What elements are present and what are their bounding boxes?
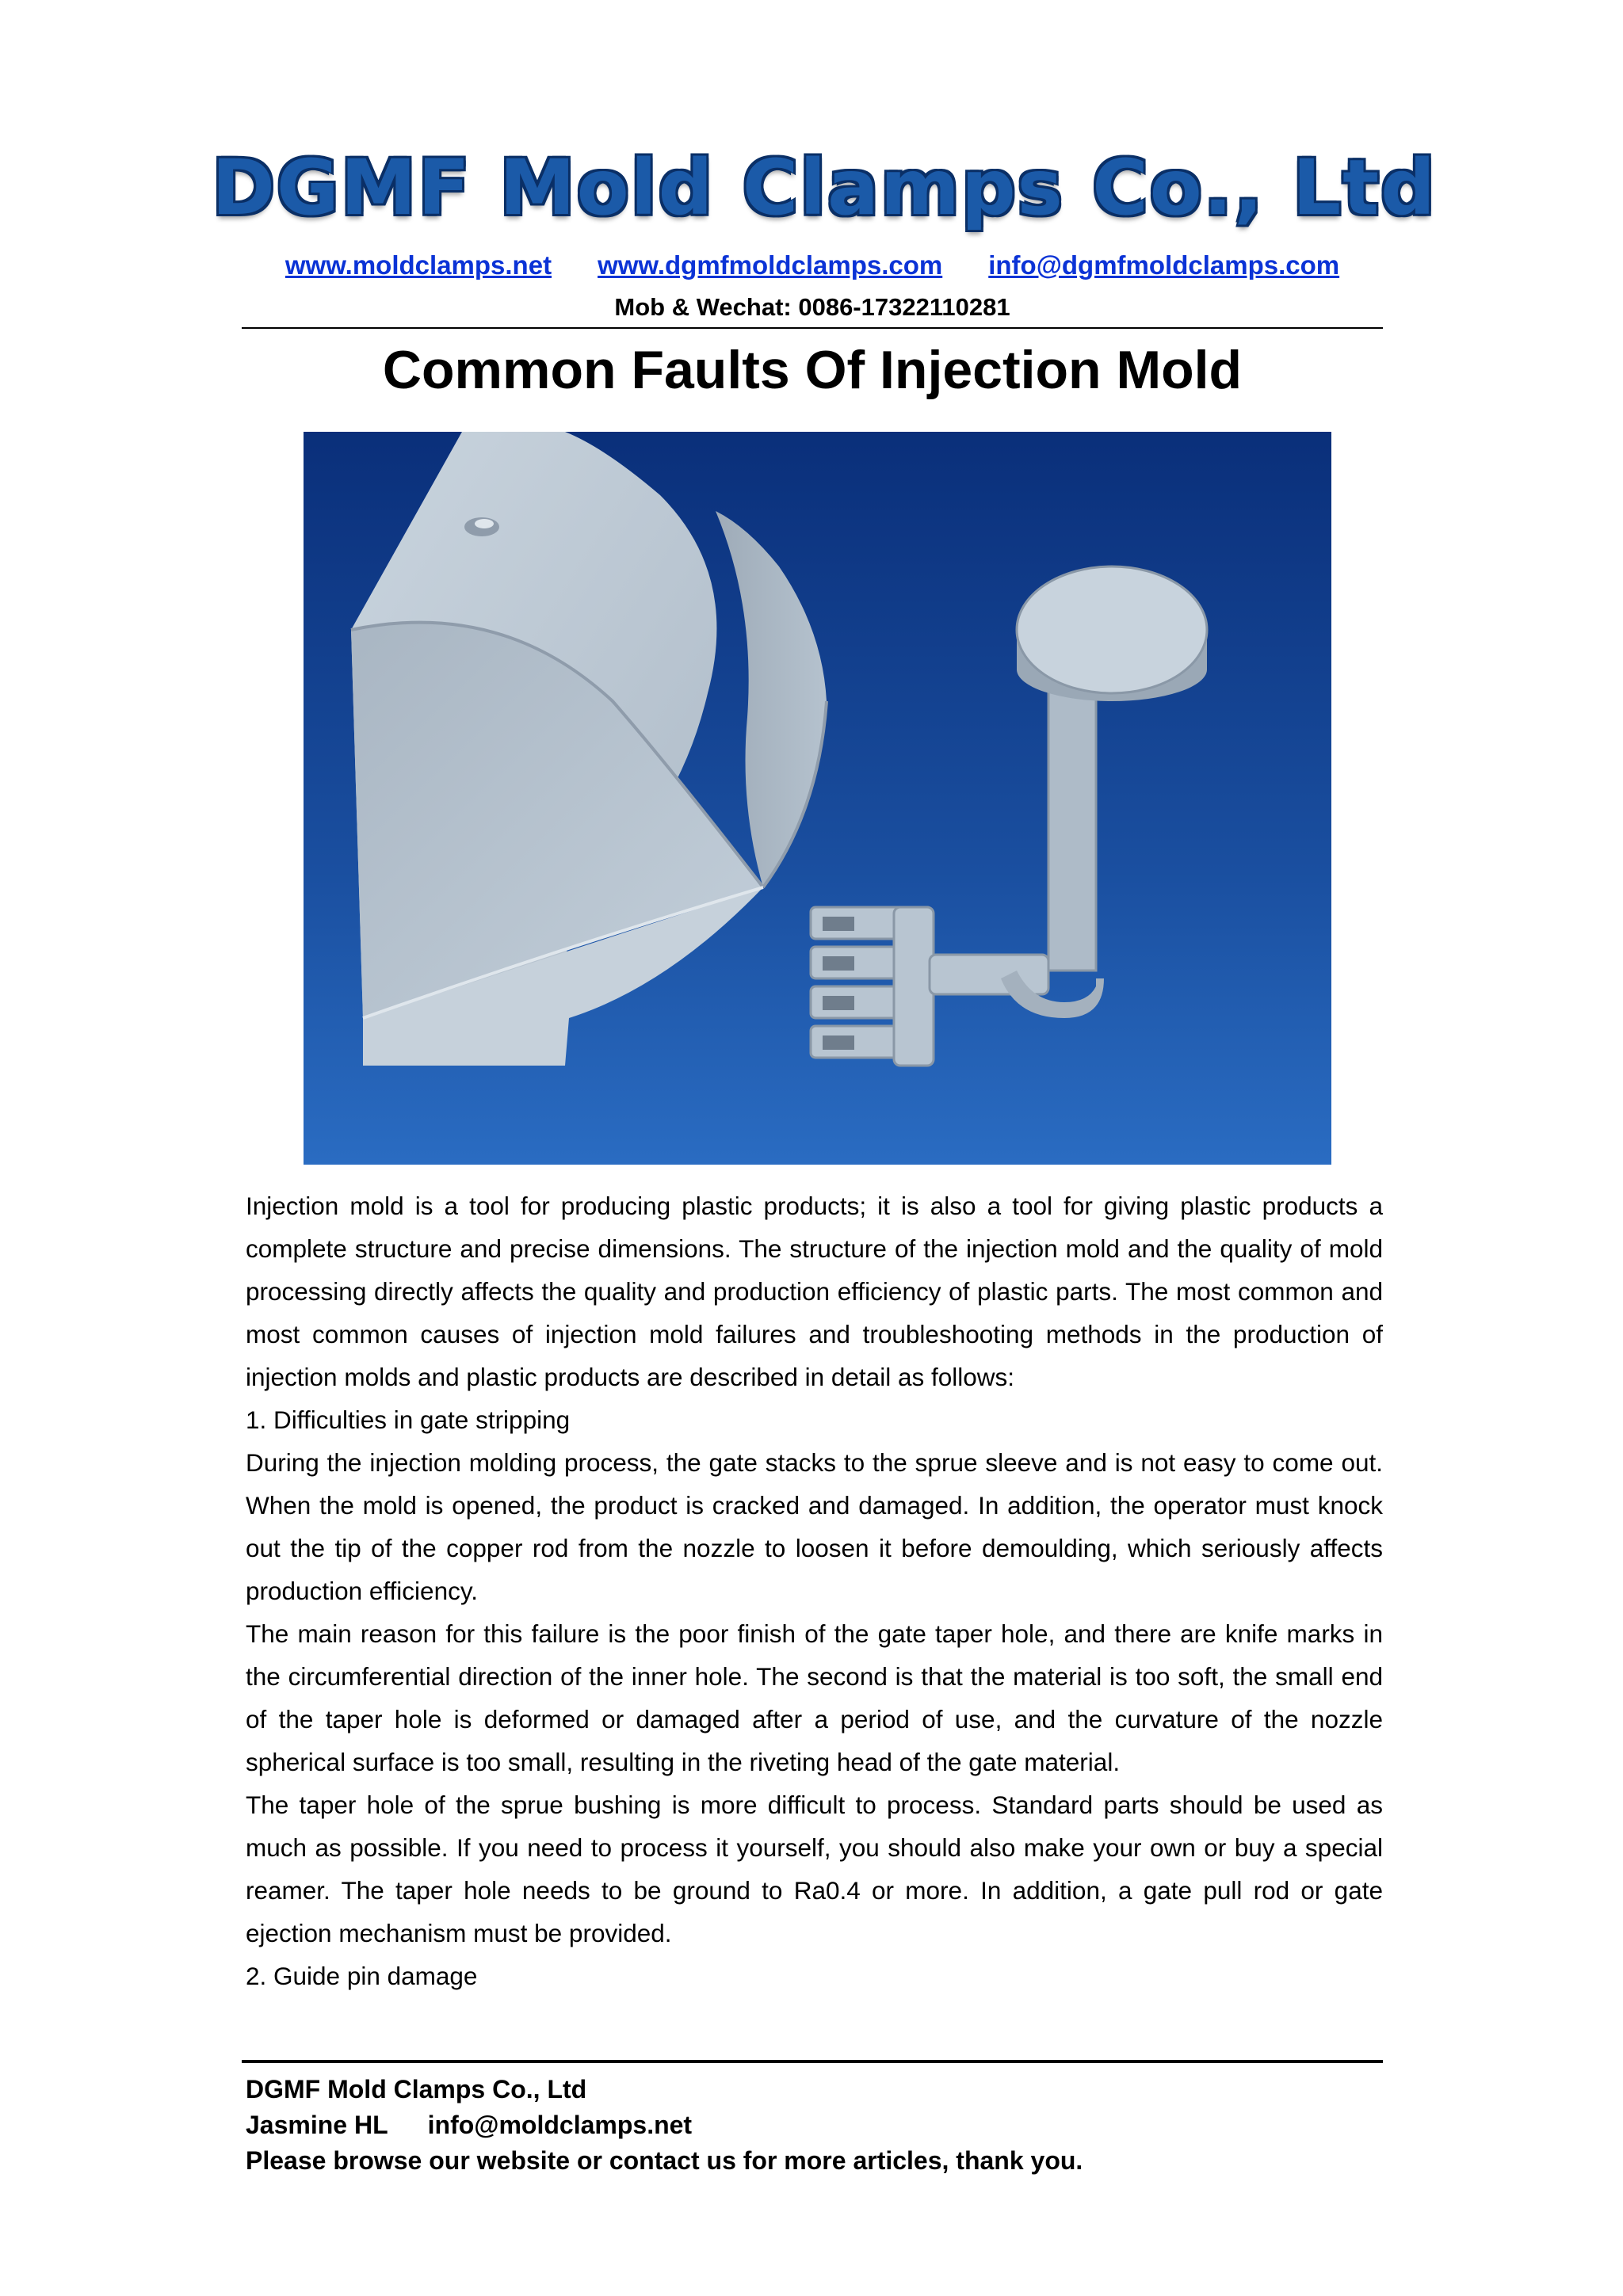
header-links xyxy=(242,250,1383,280)
link-email[interactable]: info@dgmfmoldclamps.com xyxy=(988,250,1340,280)
paragraph-solution: The taper hole of the sprue bushing is more difficult to process. Standard parts should be used as much as possible. If you need to process it yourself, you should also make your own or buy a special reamer. The taper hole needs to be ground to Ra0.4 or more. In addition, a gate pull rod or gate ejection mechanism must be provided. xyxy=(246,1791,1383,1947)
section-heading-2: 2. Guide pin damage xyxy=(246,1962,478,1990)
section-heading-1: 1. Difficulties in gate stripping xyxy=(246,1405,571,1434)
footer-contact xyxy=(246,2107,1383,2143)
footer-contact-email: info@moldclamps.net xyxy=(427,2111,693,2139)
logo-text: DGMF Mold Clamps Co., Ltd xyxy=(212,143,1437,232)
mold-render-image xyxy=(304,432,1331,1165)
article-body xyxy=(246,1184,1383,1997)
company-logo xyxy=(212,143,1437,232)
paragraph-intro: Injection mold is a tool for producing plastic products; it is also a tool for giving plastic products a complete structure and precise dimensions. The structure of the injection mold and the quality of mold processing directly affects the quality and production efficiency of plastic parts. The most common and most common causes of injection mold failures and troubleshooting methods in the production of injection molds and plastic products are described in detail as follows: xyxy=(246,1192,1383,1391)
mobile-wechat: Mob & Wechat: 0086-17322110281 xyxy=(614,293,1010,321)
page-footer xyxy=(246,2072,1383,2179)
paragraph-reason: The main reason for this failure is the poor finish of the gate taper hole, and there are knife marks in the circumferential direction of the inner hole. The second is that the material is too soft, the small end of the taper hole is deformed or damaged after a period of use, and the curvature of the nozzle spherical surface is too small, resulting in the riveting head of the gate material. xyxy=(246,1619,1383,1776)
link-moldclamps[interactable]: www.moldclamps.net xyxy=(285,250,552,280)
header-divider xyxy=(242,327,1383,329)
paragraph-problem: During the injection molding process, the gate stacks to the sprue sleeve and is not easy to come out. When the mold is opened, the product is cracked and damaged. In addition, the operator must knock out the tip of the copper rod from the nozzle to loosen it before demoulding, which seriously affects production efficiency. xyxy=(246,1448,1383,1605)
page-title: Common Faults Of Injection Mold xyxy=(382,340,1243,400)
footer-company: DGMF Mold Clamps Co., Ltd xyxy=(246,2075,587,2103)
link-dgmfmoldclamps[interactable]: www.dgmfmoldclamps.com xyxy=(598,250,943,280)
footer-contact-name: Jasmine HL xyxy=(246,2111,388,2139)
footer-note: Please browse our website or contact us for more articles, thank you. xyxy=(246,2146,1083,2175)
footer-divider xyxy=(242,2060,1383,2063)
